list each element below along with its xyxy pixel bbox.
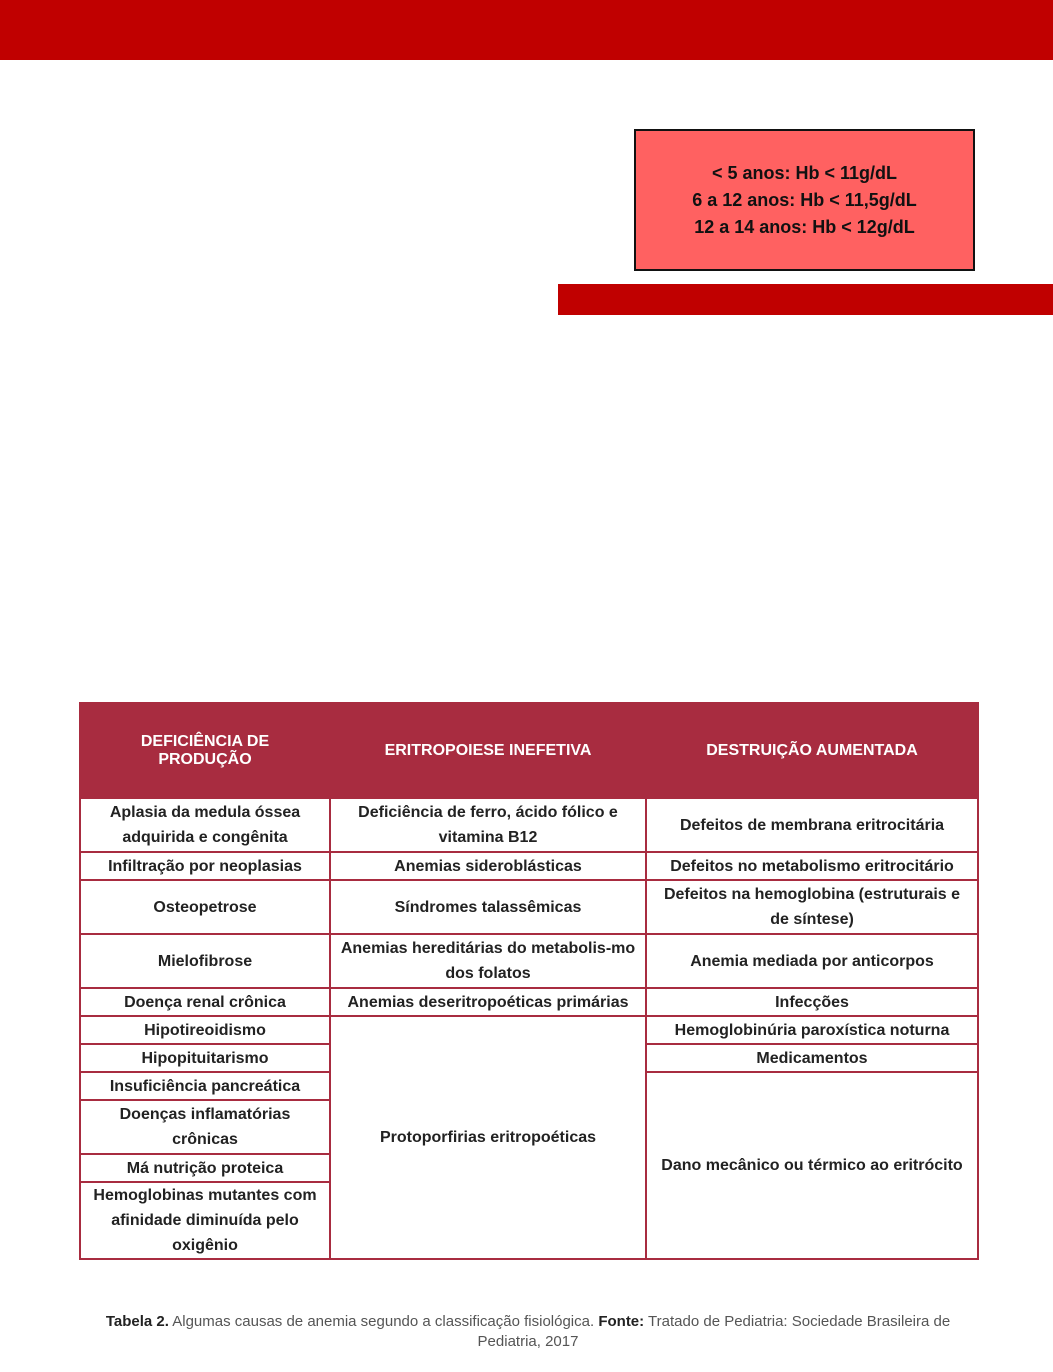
table-cell: Dano mecânico ou térmico ao eritrócito: [646, 1072, 978, 1259]
table-cell: Osteopetrose: [80, 880, 330, 934]
table-cell: Infecções: [646, 988, 978, 1016]
caption-text: Algumas causas de anemia segundo a classificação fisiológica.: [168, 1313, 599, 1330]
table-row: [80, 852, 978, 880]
table-cell: Hemoglobinúria paroxística noturna: [646, 1016, 978, 1044]
table-caption: [79, 1312, 977, 1352]
table-cell: Doença renal crônica: [80, 988, 330, 1016]
table-cell: Síndromes talassêmicas: [330, 880, 646, 934]
table-cell: Anemias deseritropoéticas primárias: [330, 988, 646, 1016]
hb-threshold-6-12: 6 a 12 anos: Hb < 11,5g/dL: [692, 189, 917, 210]
caption-label: Tabela 2.: [105, 1313, 169, 1330]
header-increased-destruction: DESTRUIÇÃO AUMENTADA: [646, 703, 978, 798]
table-cell: Infiltração por neoplasias: [80, 852, 330, 880]
table-row: [80, 880, 978, 934]
caption-source: Tratado de Pediatria: Sociedade Brasileira de Pediatria, 2017: [477, 1313, 951, 1350]
hb-threshold-12-14: 12 a 14 anos: Hb < 12g/dL: [694, 216, 915, 237]
table-row: [80, 988, 978, 1016]
table-row: [80, 1016, 978, 1044]
table-cell: Insuficiência pancreática: [80, 1072, 330, 1100]
table-cell: Mielofibrose: [80, 934, 330, 988]
table-cell: Defeitos na hemoglobina (estruturais e de síntese): [646, 880, 978, 934]
table-cell: Doenças inflamatórias crônicas: [80, 1100, 330, 1154]
hb-threshold-under-5: < 5 anos: Hb < 11g/dL: [711, 162, 898, 183]
table-cell: Anemia mediada por anticorpos: [646, 934, 978, 988]
table-cell: Deficiência de ferro, ácido fólico e vitamina B12: [330, 798, 646, 852]
table-cell: Aplasia da medula óssea adquirida e congênita: [80, 798, 330, 852]
table-cell: Medicamentos: [646, 1044, 978, 1072]
table-cell: Anemias sideroblásticas: [330, 852, 646, 880]
caption-source-label: Fonte:: [598, 1313, 645, 1330]
table-cell: Defeitos de membrana eritrocitária: [646, 798, 978, 852]
table-cell: Anemias hereditárias do metabolis-mo dos folatos: [330, 934, 646, 988]
table-cell: Má nutrição proteica: [80, 1154, 330, 1182]
hemoglobin-threshold-box: [634, 129, 975, 271]
table-cell: Hipopituitarismo: [80, 1044, 330, 1072]
section-divider-bar: [558, 284, 1053, 315]
top-banner-bar: [0, 0, 1053, 60]
header-production-deficiency: DEFICIÊNCIA DE PRODUÇÃO: [80, 703, 330, 798]
header-ineffective-erythropoiesis: ERITROPOIESE INEFETIVA: [330, 703, 646, 798]
table-header-row: [80, 703, 978, 798]
anemia-causes-table: [79, 702, 979, 1260]
table-cell: Hipotireoidismo: [80, 1016, 330, 1044]
table-row: [80, 934, 978, 988]
table-cell: Defeitos no metabolismo eritrocitário: [646, 852, 978, 880]
table-cell: Protoporfirias eritropoéticas: [330, 1016, 646, 1259]
table-row: [80, 798, 978, 852]
table-cell: Hemoglobinas mutantes com afinidade diminuída pelo oxigênio: [80, 1182, 330, 1259]
